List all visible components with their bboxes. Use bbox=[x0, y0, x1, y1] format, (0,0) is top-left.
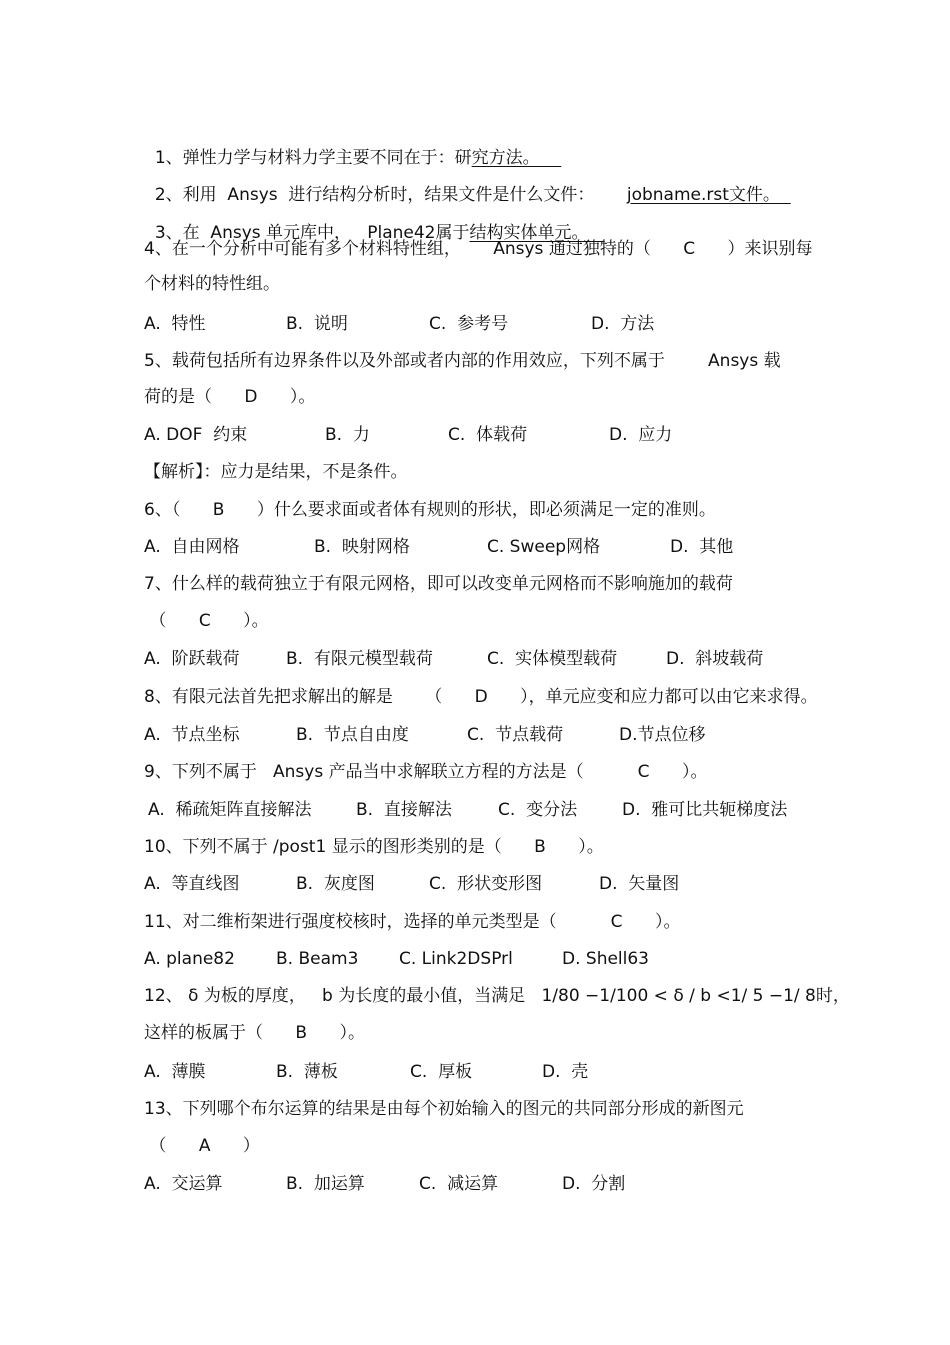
option-c: C. Sweep网格 bbox=[487, 537, 601, 557]
option-c: C. 变分法 bbox=[498, 800, 578, 820]
question-7-line-1: 7、什么样的载荷独立于有限元网格，即可以改变单元网格而不影响施加的载荷 bbox=[144, 574, 733, 594]
question-2-answer: jobname.rst文件。 bbox=[626, 185, 791, 205]
question-13-line-2: （ A ） bbox=[144, 1136, 260, 1156]
question-5-line-1: 5、载荷包括所有边界条件以及外部或者内部的作用效应，下列不属于 Ansys 载 bbox=[144, 351, 781, 371]
option-b: B. 力 bbox=[325, 425, 370, 445]
option-c: C. 节点载荷 bbox=[467, 725, 564, 745]
question-13-options bbox=[144, 1173, 626, 1283]
option-c: C. 体载荷 bbox=[448, 425, 528, 445]
question-10: 10、下列不属于 /post1 显示的图形类别的是（ B ）。 bbox=[144, 837, 604, 857]
question-1-text: 1、弹性力学与材料力学主要不同在于：研 bbox=[154, 148, 472, 168]
option-b: B. Beam3 bbox=[276, 949, 359, 969]
question-6: 6、（ B ）什么要求面或者体有规则的形状，即必须满足一定的准则。 bbox=[144, 500, 716, 520]
option-c: C. 参考号 bbox=[429, 314, 509, 334]
option-a: A. 自由网格 bbox=[144, 537, 240, 557]
option-b: B. 灰度图 bbox=[296, 874, 375, 894]
option-a: A. 薄膜 bbox=[144, 1062, 206, 1082]
question-3-answer: 结构实体单元。 bbox=[469, 223, 605, 243]
option-c: C. Link2DSPrl bbox=[399, 949, 513, 969]
option-d: D. 分割 bbox=[562, 1174, 626, 1194]
option-b: B. 说明 bbox=[286, 314, 348, 334]
option-a: A. 节点坐标 bbox=[144, 725, 240, 745]
option-a: A. DOF 约束 bbox=[144, 425, 248, 445]
option-d: D. Shell63 bbox=[562, 949, 650, 969]
option-d: D. 方法 bbox=[591, 314, 655, 334]
question-4-line-1: 4、在一个分析中可能有多个材料特性组， Ansys 通过独特的（ C ）来识别每 bbox=[144, 239, 813, 259]
question-12-line-2: 这样的板属于（ B ）。 bbox=[144, 1023, 366, 1043]
question-7-line-2: （ C ）。 bbox=[144, 611, 269, 631]
option-b: B. 节点自由度 bbox=[296, 725, 409, 745]
option-b: B. 薄板 bbox=[276, 1062, 338, 1082]
option-a: A. 交运算 bbox=[144, 1174, 223, 1194]
option-a: A. plane82 bbox=[144, 949, 235, 969]
option-a: A. 等直线图 bbox=[144, 874, 240, 894]
option-a: A. 阶跃载荷 bbox=[144, 649, 240, 669]
question-3-text: 3、在 Ansys 单元库中， Plane42属于 bbox=[154, 223, 470, 243]
option-a: A. 稀疏矩阵直接解法 bbox=[148, 800, 312, 820]
option-b: B. 直接解法 bbox=[356, 800, 452, 820]
analysis-note: 【解析】：应力是结果，不是条件。 bbox=[144, 462, 408, 482]
option-b: B. 加运算 bbox=[286, 1174, 365, 1194]
question-12-line-1: 12、 δ 为板的厚度， b 为长度的最小值，当满足 1/80 −1/100 < δ / b <1/ 5 −1/ 8时， bbox=[144, 986, 850, 1006]
option-d: D. 斜坡载荷 bbox=[666, 649, 764, 669]
option-c: C. 减运算 bbox=[419, 1174, 499, 1194]
question-9: 9、下列不属于 Ansys 产品当中求解联立方程的方法是（ C ）。 bbox=[144, 762, 708, 782]
option-d: D.节点位移 bbox=[619, 725, 706, 745]
option-c: C. 实体模型载荷 bbox=[487, 649, 618, 669]
option-c: C. 形状变形图 bbox=[429, 874, 543, 894]
question-1-answer: 究方法。 bbox=[471, 148, 562, 168]
option-c: C. 厚板 bbox=[410, 1062, 473, 1082]
question-4-line-2: 个材料的特性组。 bbox=[144, 274, 280, 294]
option-d: D. 矢量图 bbox=[599, 874, 680, 894]
question-11: 11、对二维桁架进行强度校核时，选择的单元类型是（ C ）。 bbox=[144, 912, 681, 932]
option-d: D. 其他 bbox=[670, 537, 734, 557]
question-13-line-1: 13、下列哪个布尔运算的结果是由每个初始输入的图元的共同部分形成的新图元 bbox=[144, 1099, 744, 1119]
question-5-line-2: 荷的是（ D ）。 bbox=[144, 387, 316, 407]
option-d: D. 应力 bbox=[609, 425, 673, 445]
question-2-text: 2、利用 Ansys 进行结构分析时，结果文件是什么文件： bbox=[154, 185, 627, 205]
question-8: 8、有限元法首先把求解出的解是 （ D ），单元应变和应力都可以由它来求得。 bbox=[144, 687, 818, 707]
option-d: D. 壳 bbox=[542, 1062, 589, 1082]
option-b: B. 有限元模型载荷 bbox=[286, 649, 433, 669]
option-a: A. 特性 bbox=[144, 314, 206, 334]
option-b: B. 映射网格 bbox=[314, 537, 410, 557]
option-d: D. 雅可比共轭梯度法 bbox=[622, 800, 788, 820]
